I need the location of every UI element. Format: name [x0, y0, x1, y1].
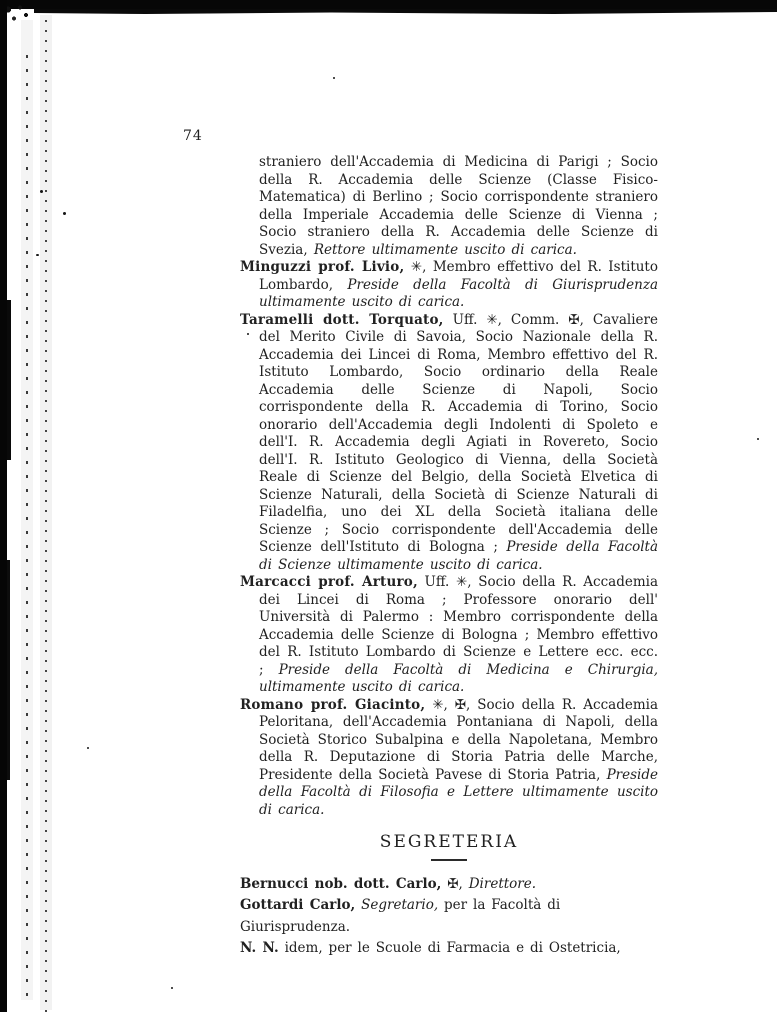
scan-artifact-corner-speckle	[2, 3, 32, 25]
entry-romano	[240, 697, 658, 820]
scan-artifact-binding-smudge	[40, 15, 52, 1010]
entry-text: ✳, ✠, Socio della R. Accademia Peloritana, dell'Accademia Pontaniana di Napoli, della Società Storico Subalpina e della Napoletana, Membro della R. Deputazione di Storia Patria delle Marche, Presidente della Società Pavese di Storia Patria,	[259, 696, 658, 783]
entry-name: Bernucci nob. dott. Carlo,	[240, 875, 442, 892]
secretary-list	[240, 874, 658, 960]
entry-italic-tail: Preside della Facoltà di Filosofia e Lettere ultimamente uscito di carica.	[259, 766, 658, 818]
secretary-entry-gottardi	[240, 895, 658, 938]
scan-artifact-left-notch	[7, 300, 11, 460]
entry-text: ✳, Membro effettivo del R. Istituto Lombardo,	[259, 259, 658, 293]
text-block	[240, 154, 658, 960]
scan-artifact-left-notch	[7, 560, 10, 780]
entry-text: ✠,	[441, 875, 469, 892]
entry-name: Minguzzi prof. Livio,	[240, 259, 405, 275]
ink-speck	[36, 254, 39, 256]
ink-speck	[333, 77, 335, 79]
entry-name: Marcacci prof. Arturo,	[240, 574, 418, 590]
entry-name: Romano prof. Giacinto,	[240, 696, 426, 713]
entry-text-rest: per la Facoltà di Giurisprudenza.	[240, 897, 561, 935]
page-number: 74	[183, 128, 203, 144]
scan-artifact-top-edge-lower	[34, 9, 777, 14]
entry-name: Taramelli dott. Torquato,	[240, 311, 444, 328]
secretary-entry-nn	[240, 938, 658, 960]
scan-artifact-binding-smudge	[21, 20, 33, 1000]
continuation-text: straniero dell'Accademia di Medicina di Parigi ; Socio della R. Accademia delle Scienze (Classe Fisico-Matematica) di Berlino ; Socio corrispondente straniero della Imperiale Accademia delle Scienze di Vienna ; Socio straniero della R. Accademia delle Scienze di Svezia,	[259, 154, 658, 258]
entry-name: N. N.	[240, 940, 279, 956]
entry-text: idem, per le Scuole di Farmacia e di Ostetricia,	[278, 940, 621, 956]
scan-artifact-binding-dots	[45, 20, 47, 1015]
ink-speck	[757, 438, 759, 440]
section-heading: SEGRETERIA	[379, 832, 519, 852]
entry-italic-tail: Preside della Facoltà di Giurisprudenza ultimamente uscito di carica.	[259, 276, 659, 310]
secretary-entry-bernucci	[240, 874, 658, 896]
ink-speck	[171, 987, 173, 989]
ink-speck	[87, 747, 89, 749]
entry-taramelli	[240, 312, 658, 575]
ink-speck	[40, 190, 43, 193]
entry-italic-tail: Preside della Facoltà di Medicina e Chirurgia, ultimamente uscito di carica.	[259, 661, 658, 695]
entry-text: Uff. ✳, Comm. ✠, Cavaliere del Merito Civile di Savoia, Socio Nazionale della R. Accademia dei Lincei di Roma, Membro effettivo del R. Istituto Lombardo, Socio ordinario della Reale Accademia delle Scienze di Napoli, Socio corrispondente della R. Accademia di Torino, Socio onorario dell'Accademia degli Indolenti di Spoleto e dell'I. R. Accademia degli Agiati in Rovereto, Socio dell'I. R. Istituto Geologico di Vienna, della Società Reale di Scienze del Belgio, della Società Elvetica di Scienze Naturali, della Società di Scienze Naturali di Filadelfia, uno dei XL della Società italiana delle Scienze ; Socio corrispondente dell'Accademia delle Scienze dell'Istituto di Bologna ;	[259, 311, 658, 555]
entry-text: Uff. ✳, Socio della R. Accademia dei Lincei di Roma ; Professore onorario dell' Università di Palermo : Membro corrispondente della Accademia delle Scienze di Bologna ; Membro effettivo del R. Istituto Lombardo di Scienze e Lettere ecc. ecc. ;	[259, 574, 658, 678]
continuation-paragraph	[240, 154, 658, 259]
entry-minguzzi	[240, 259, 658, 312]
entry-italic: Direttore.	[468, 875, 537, 892]
entry-name: Gottardi Carlo,	[240, 897, 356, 913]
scan-artifact-top-edge	[0, 0, 777, 9]
entry-italic-tail: Preside della Facoltà di Scienze ultimamente uscito di carica.	[259, 539, 658, 573]
continuation-italic-tail: Rettore ultimamente uscito di carica.	[313, 241, 577, 258]
ink-speck	[63, 212, 66, 215]
scan-artifact-left-edge	[0, 0, 7, 1012]
entry-italic: Segretario,	[361, 897, 439, 913]
entry-marcacci	[240, 574, 658, 697]
heading-rule	[431, 859, 467, 861]
scan-artifact-binding-dots	[26, 55, 28, 1005]
